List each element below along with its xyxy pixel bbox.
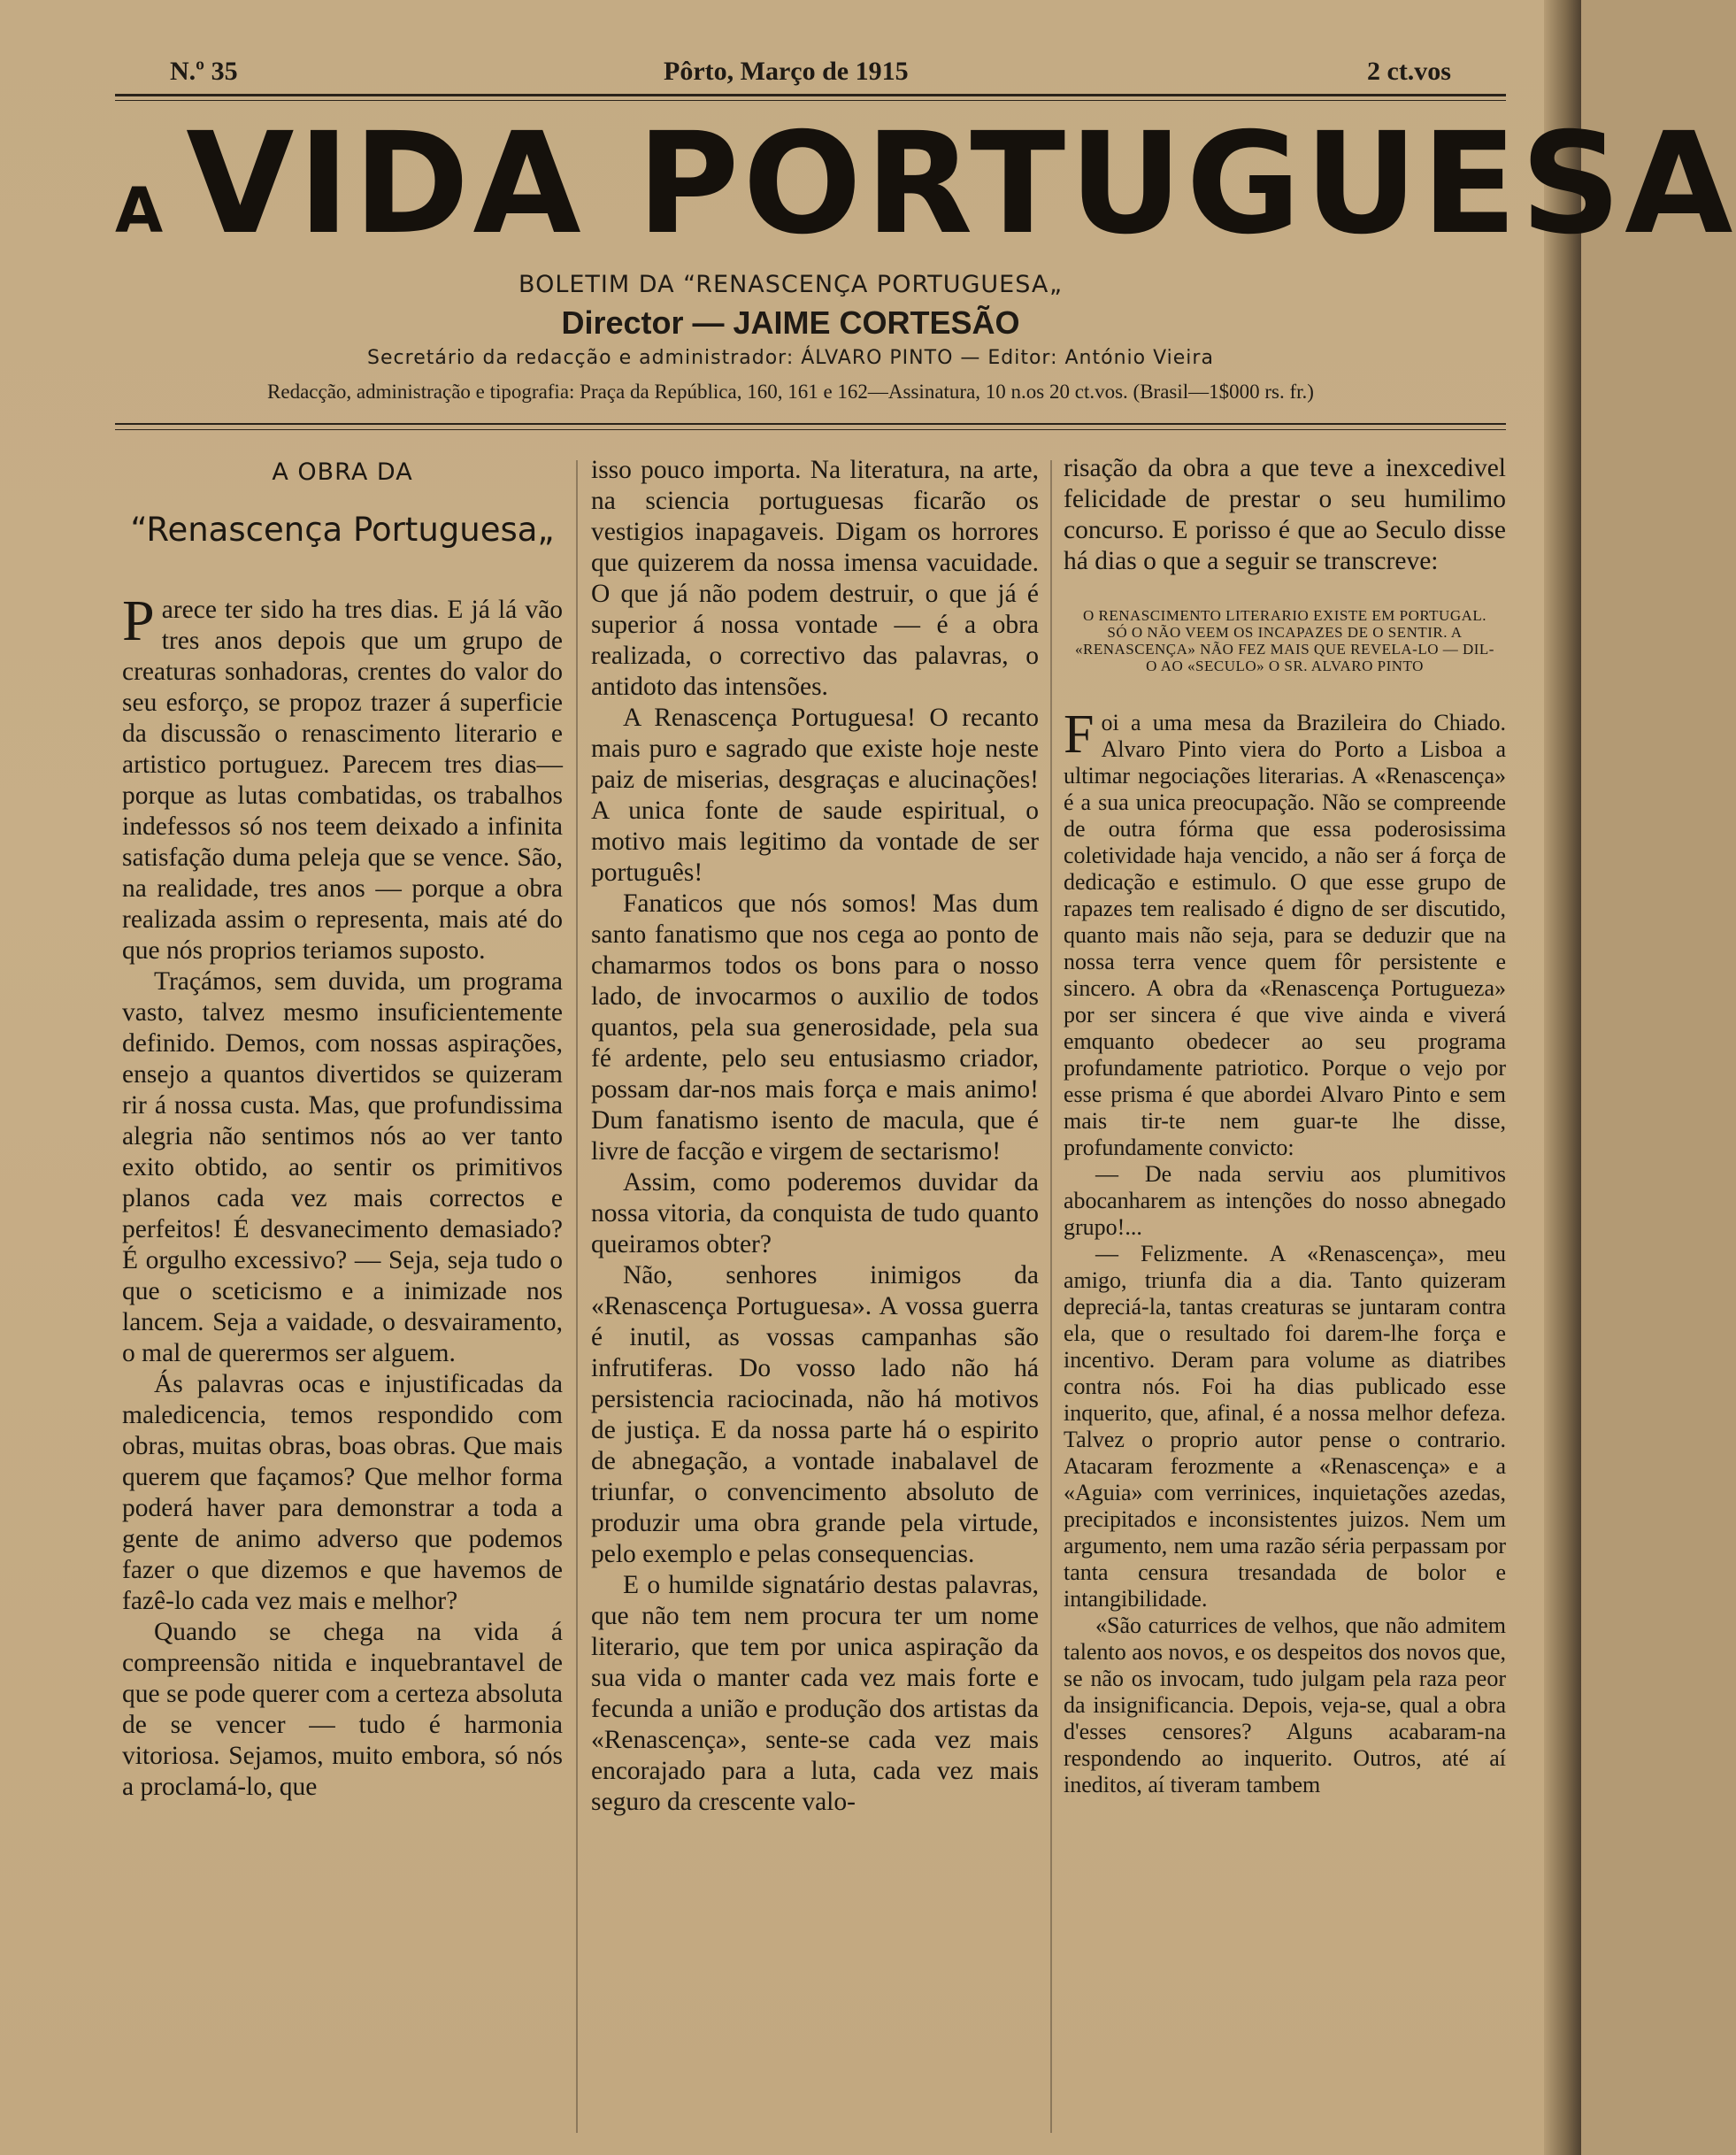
masthead-article: A — [115, 174, 167, 247]
place-date: Pôrto, Março de 1915 — [664, 57, 909, 86]
column-divider-1 — [576, 460, 578, 2133]
article-kicker: A OBRA DA — [272, 458, 413, 486]
article-paragraph: Quando se chega na vida á compreensão nitida e inquebrantavel de que se pode querer com a certeza absoluta de se vencer — tudo é harmonia vitoriosa. Sejamos, muito embora, só nós a proclamá-lo, que — [122, 1618, 563, 1801]
interview-paragraph: Foi a uma mesa da Brazileira do Chiado. Alvaro Pinto viera do Porto a Lisboa a ultimar negociações literarias. A «Renascença» é a sua unica preocupação. Não se compreende de outra fórma que essa poderosissima coletividade haja vencido, a não ser á força de dedicação e estimulo. O que esse grupo de rapazes tem realisado é digno de ser discutido, quanto mais não seja, para se deduzir que na nossa terra vence quem fôr persistente e sincero. A obra da «Renascença Portugueza» por ser sincera é que vive ainda e viverá emquanto obedecer ao seu programa profundamente patriotico. Porque o vejo por esse prisma é que abordei Alvaro Pinto e sem mais tir-te nem guar-te lhe disse, profundamente convicto: — [1064, 704, 1506, 1160]
issue-number: N.º 35 — [170, 57, 238, 86]
header-rule-thin — [115, 429, 1506, 430]
article-paragraph: Não, senhores inimigos da «Renascença Portuguesa». A vossa guerra é inutil, as vossas campanhas são infrutiferas. Do vosso lado não há persistencia raciocinada, não há motivos de justiça. E da nossa parte há o espirito de abnegação, a vontade inabalavel de triunfar, o convencimento absoluto de produzir uma obra grande pela virtude, pelo exemplo e pelas consequencias. — [591, 1261, 1039, 1568]
interview-paragraph: — Felizmente. A «Renascença», meu amigo, triunfa dia a dia. Tanto quizeram depreciá-la, tantas creaturas se juntaram contra ela, que o resultado foi darem-lhe força e incentivo. Deram para volume as diatribes contra nós. Foi ha dias publicado esse inquerito, que, afinal, é a nossa melhor defeza. Talvez o proprio autor pense o contrario. Atacaram ferozmente a «Renascença» e a «Aguia» com verrinices, inquietações azedas, precipitados e inconsistentes juizos. Nem um argumento, nem uma razão séria perpassam por tanta censura tresandada de bolor e intangibilidade. — [1064, 1241, 1506, 1612]
staff-line: Secretário da redacção e administrador: ÁLVARO PINTO — Editor: António Vieira — [367, 347, 1214, 369]
masthead — [115, 103, 1736, 266]
interview-paragraph: «São caturrices de velhos, que não admitem talento aos novos, e os despeitos dos novos que, se não os invocam, tudo julgam pela raza peor da insignificancia. Depois, veja-se, qual a obra d'esses censores? Alguns acabaram-na respondendo ao inquerito. Outros, até aí ineditos, aí tiveram tambem — [1064, 1612, 1506, 1797]
article-first-paragraph: Parece ter sido ha tres dias. E já lá vão tres anos depois que um grupo de creaturas sonhadoras, crentes do valor do seu esforço, se propoz trazer á superficie da discussão o renascimento literario e artistico portuguez. Parecem tres dias—porque as lutas combatidas, os trabalhos indefessos só nos teem deixado a infinita satisfação duma peleja que se vence. São, na realidade, tres anos — porque a obra realizada assim o representa, mais até do que nós proprios teriamos suposto. — [122, 589, 563, 965]
article-paragraph: Assim, como poderemos duvidar da nossa vitoria, da conquista de tudo quanto queiramos obter? — [591, 1168, 1039, 1258]
director-line: Director — JAIME CORTESÃO — [561, 304, 1020, 341]
article-paragraph: Ás palavras ocas e injustificadas da maledicencia, temos respondido com obras, muitas obras, boas obras. Que mais querem que façamos? Que melhor forma poderá haver para demonstrar a toda a gente de animo adverso que podemos fazer o que dizemos e que havemos de fazê-lo cada vez mais e melhor? — [122, 1370, 563, 1615]
masthead-title: VIDA PORTUGUESA — [186, 103, 1736, 266]
interview-paragraph: — De nada serviu aos plumitivos abocanharem as intenções do nosso abnegado grupo!... — [1064, 1161, 1506, 1240]
column-2 — [591, 455, 1039, 1818]
top-rule — [115, 94, 1506, 96]
column-1 — [122, 453, 563, 1803]
header-rule — [115, 423, 1506, 425]
drop-cap: P — [122, 589, 155, 653]
article-title: “Renascença Portuguesa„ — [130, 511, 555, 549]
article-paragraph: risação da obra a que teve a inexcedivel felicidade de prestar o seu humilimo concurso. E porisso é que ao Seculo disse há dias o que a seguir se transcreve: — [1064, 454, 1506, 575]
article-paragraph: E o humilde signatário destas palavras, que não tem nem procura ter um nome literario, que tem por unica aspiração da sua vida o manter cada vez mais forte e fecunda a união e produção dos artistas da «Renascença», sente-se cada vez mais encorajado para a luta, cada vez mais seguro da crescente valo- — [591, 1571, 1039, 1816]
article-paragraph: A Renascença Portuguesa! O recanto mais puro e sagrado que existe hoje neste paiz de miserias, desgraças e alucinações! A unica fonte de saude espiritual, o motivo mais legitimo da vontade de ser português! — [591, 704, 1039, 887]
article-paragraph: isso pouco importa. Na literatura, na arte, na sciencia portuguesas ficarão os vestigios inapagaveis. Digam os horrores que quizerem da nossa imensa vacuidade. O que já não podem destruir, o que já é superior á nossa vontade — é a obra realizada, o correctivo das palavras, o antidoto das intensões. — [591, 456, 1039, 701]
top-rule-thin — [115, 100, 1506, 101]
article-paragraph: Fanaticos que nós somos! Mas dum santo fanatismo que nos cega ao ponto de chamarmos todos os bons para o nosso lado, de invocarmos o auxilio de todos quantos, pela sua generosidade, pela sua fé ardente, pelo seu entusiasmo criador, possam dar-nos mais força e mais animo! Dum fanatismo isento de macula, que é livre de facção e virgem de sectarismo! — [591, 889, 1039, 1166]
dateline — [0, 57, 1581, 110]
column-3 — [1064, 453, 1506, 1798]
price: 2 ct.vos — [1367, 57, 1451, 86]
article-paragraph: Traçámos, sem duvida, um programa vasto, talvez mesmo insuficientemente definido. Demos, com nossas aspirações, ensejo a quantos divertidos se quizeram rir á nossa custa. Mas, que profundissima alegria não sentimos nós ao ver tanto exito obtido, ao sentir os primitivos planos cada vez mais correctos e perfeitos! É desvanecimento demasiado? É orgulho excessivo? — Seja, seja tudo o que o sceticismo e a inimizade nos lancem. Seja a vaidade, o desvairamento, o mal de querermos ser alguem. — [122, 967, 563, 1367]
bulletin-line: BOLETIM DA “RENASCENÇA PORTUGUESA„ — [518, 271, 1063, 298]
drop-cap: F — [1064, 704, 1095, 765]
column-divider-2 — [1050, 460, 1052, 2133]
address-line: Redacção, administração e tipografia: Praça da República, 160, 161 e 162—Assinatura, 10 n.os 20 ct.vos. (Brasil—1$000 rs. fr.) — [267, 381, 1314, 403]
sub-heading: O RENASCIMENTO LITERARIO EXISTE EM PORTUGAL. SÓ O NÃO VEEM OS INCAPAZES DE O SENTIR. A «RENASCENÇA» NÃO FEZ MAIS QUE REVELA-LO — DIL-O AO «SECULO» O SR. ALVARO PINTO — [1075, 607, 1494, 674]
